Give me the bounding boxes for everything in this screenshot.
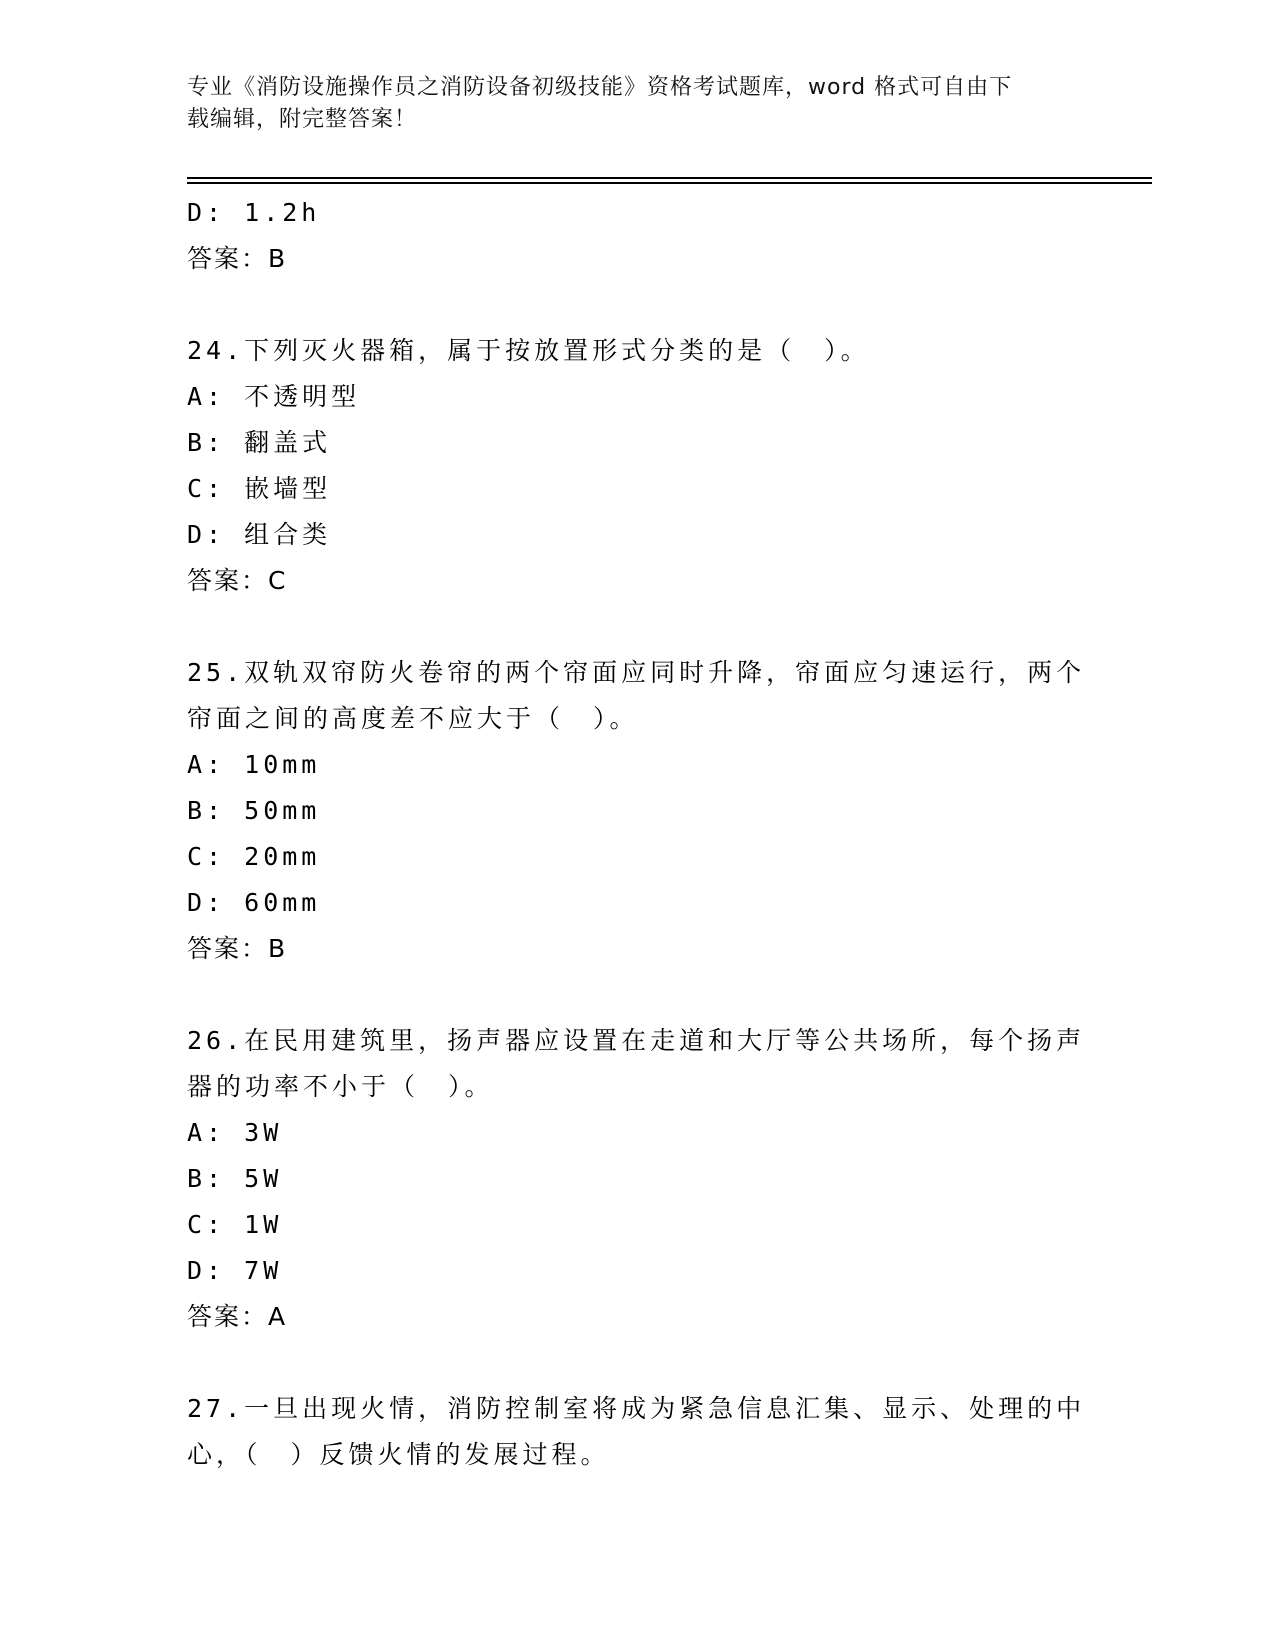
option-a: A: 不透明型 — [187, 382, 361, 411]
answer-line: 答案：B — [187, 244, 288, 273]
question-list — [187, 190, 1087, 1478]
option-d: D: 60mm — [187, 888, 321, 917]
question-stem-line-2: 心，（ ）反馈火情的发展过程。 — [187, 1440, 610, 1469]
spacer — [187, 604, 1087, 650]
option-c: C: 嵌墙型 — [187, 474, 332, 503]
option-b: B: 翻盖式 — [187, 428, 332, 457]
question-block-26 — [187, 1018, 1087, 1340]
option-a: A: 10mm — [187, 750, 321, 779]
option-d: D: 组合类 — [187, 520, 332, 549]
option-d: D: 7W — [187, 1256, 283, 1285]
question-block-27 — [187, 1386, 1087, 1478]
question-block-25 — [187, 650, 1087, 972]
spacer — [187, 972, 1087, 1018]
question-block-24 — [187, 328, 1087, 604]
option-c: C: 1W — [187, 1210, 283, 1239]
question-stem-line-1: 27.一旦出现火情，消防控制室将成为紧急信息汇集、显示、处理的中 — [187, 1394, 1086, 1423]
spacer — [187, 282, 1087, 328]
spacer — [187, 1340, 1087, 1386]
header-line-2: 载编辑，附完整答案！ — [187, 107, 418, 132]
option-b: B: 5W — [187, 1164, 283, 1193]
answer-line: 答案：A — [187, 1302, 288, 1331]
option-d: D: 1.2h — [187, 198, 321, 227]
answer-line: 答案：B — [187, 934, 288, 963]
option-a: A: 3W — [187, 1118, 283, 1147]
option-b: B: 50mm — [187, 796, 321, 825]
question-stem: 24.下列灭火器箱，属于按放置形式分类的是（ ）。 — [187, 336, 870, 365]
answer-line: 答案：C — [187, 566, 288, 595]
question-stem-line-2: 器的功率不小于（ ）。 — [187, 1072, 494, 1101]
header-divider-top — [187, 177, 1152, 179]
document-header — [187, 72, 1067, 136]
question-stem-line-1: 26.在民用建筑里，扬声器应设置在走道和大厅等公共场所，每个扬声 — [187, 1026, 1086, 1055]
option-c: C: 20mm — [187, 842, 321, 871]
question-block-prev — [187, 190, 1087, 282]
question-stem-line-2: 帘面之间的高度差不应大于（ ）。 — [187, 704, 639, 733]
question-stem-line-1: 25.双轨双帘防火卷帘的两个帘面应同时升降，帘面应匀速运行，两个 — [187, 658, 1086, 687]
header-divider-bottom — [187, 182, 1152, 184]
header-line-1: 专业《消防设施操作员之消防设备初级技能》资格考试题库，word 格式可自由下 — [187, 75, 1013, 100]
